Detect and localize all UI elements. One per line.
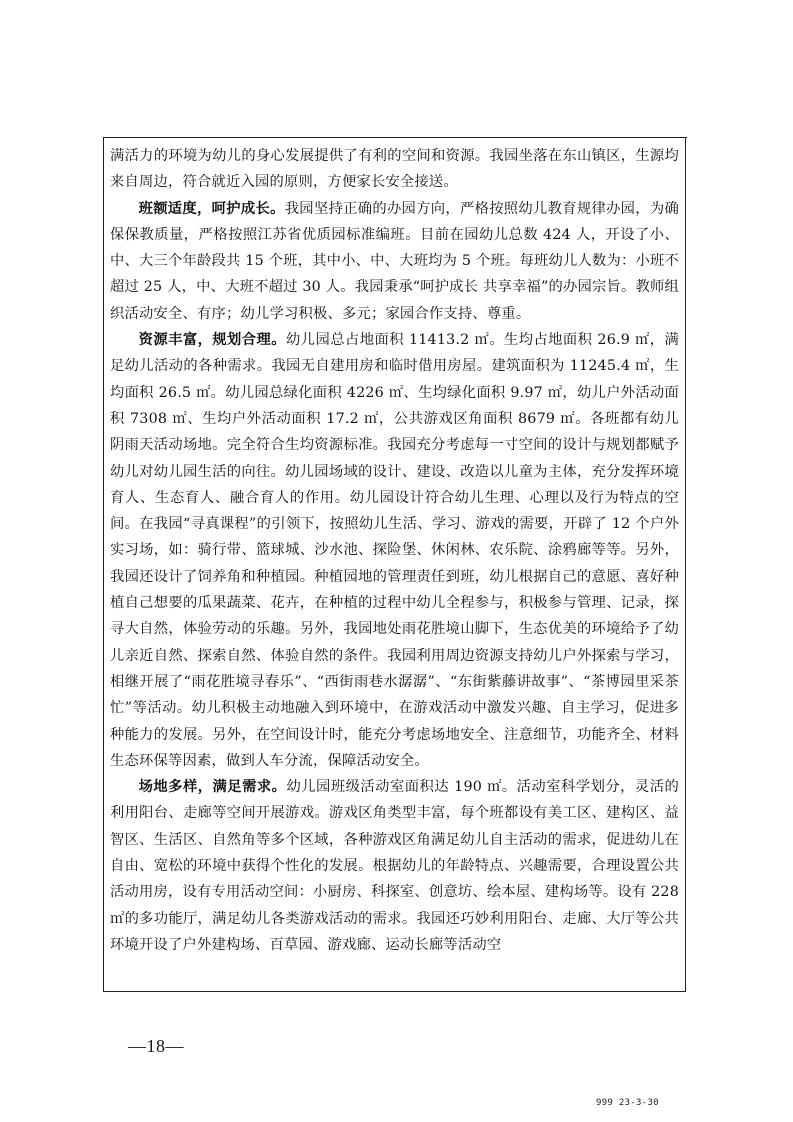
page-number: —18— [128, 1036, 184, 1056]
paragraph-text: 我园坚持正确的办园方向，严格按照幼儿教育规律办园，为确保保教质量，严格按照江苏省优质园标准编班。目前在园幼儿总数 424 人，开设了小、中、大三个年龄段共 15 个班，其中小、中、大班均为 5 个班。每班幼儿人数为：小班不超过 25 人，中、大班不超过 30 人。我园秉承“呵护成长 共享幸福”的办园宗旨。教师组织活动安全、有序；幼儿学习积极、多元；家园合作支持、尊重。 [110, 200, 680, 322]
paragraph-venues [110, 774, 679, 958]
paragraph-class-size [110, 196, 679, 327]
paragraph-lead: 场地多样，满足需求。 [138, 779, 287, 796]
paragraph-text: 幼儿园班级活动室面积达 190 ㎡。活动室科学划分，灵活的利用阳台、走廊等空间开展游戏。游戏区角类型丰富，每个班都设有美工区、建构区、益智区、生活区、自然角等多个区域，各种游戏区角满足幼儿自主活动的需求，促进幼儿在自由、宽松的环境中获得个性化的发展。根据幼儿的年龄特点、兴趣需要，合理设置公共活动用房，设有专用活动空间：小厨房、科探室、创意坊、绘本屋、建构场等。设有 228 ㎡的多功能厅，满足幼儿各类游戏活动的需求。我园还巧妙利用阳台、走廊、大厅等公共环境开设了户外建构场、百草园、游戏廊、运动长廊等活动空 [110, 779, 680, 953]
paragraph-resources [110, 327, 679, 774]
paragraph-lead: 资源丰富，规划合理。 [138, 332, 287, 349]
paragraph-continuation [110, 143, 679, 196]
paragraph-text: 满活力的环境为幼儿的身心发展提供了有利的空间和资源。我园坐落在东山镇区，生源均来自周边，符合就近入园的原则，方便家长安全接送。 [110, 148, 679, 191]
body-text [110, 143, 679, 958]
text-frame [103, 137, 686, 992]
paragraph-lead: 班额适度，呵护成长。 [138, 200, 285, 217]
print-stamp: 999 23-3-30 [596, 1098, 659, 1108]
paragraph-text: 幼儿园总占地面积 11413.2 ㎡。生均占地面积 26.9 ㎡，满足幼儿活动的各种需求。我园无自建用房和临时借用房屋。建筑面积为 11245.4 ㎡，生均面积 26.5 ㎡。幼儿园总绿化面积 4226 ㎡、生均绿化面积 9.97 ㎡，幼儿户外活动面积 7308 ㎡、生均户外活动面积 17.2 ㎡，公共游戏区角面积 8679 ㎡。各班都有幼儿阴雨天活动场地。完全符合生均资源标准。我园充分考虑每一寸空间的设计与规划都赋予幼儿对幼儿园生活的向往。幼儿园场域的设计、建设、改造以儿童为主体，充分发挥环境育人、生态育人、融合育人的作用。幼儿园设计符合幼儿生理、心理以及行为特点的空间。在我园“寻真课程”的引领下，按照幼儿生活、学习、游戏的需要，开辟了 12 个户外实习场，如：骑行带、篮球城、沙水池、探险堡、休闲林、农乐院、涂鸦廊等等。另外，我园还设计了饲养角和种植园。种植园地的管理责任到班，幼儿根据自己的意愿、喜好种植自己想要的瓜果蔬菜、花卉，在种植的过程中幼儿全程参与，积极参与管理、记录，探寻大自然，体验劳动的乐趣。另外，我园地处雨花胜境山脚下，生态优美的环境给予了幼儿亲近自然、探索自然、体验自然的条件。我园利用周边资源支持幼儿户外探索与学习，相继开展了“雨花胜境寻春乐”、“西街雨巷水潺潺”、“东街紫藤讲故事”、“茶博园里采茶忙”等活动。幼儿积极主动地融入到环境中，在游戏活动中激发兴趣、自主学习，促进多种能力的发展。另外，在空间设计时，能充分考虑场地安全、注意细节，功能齐全、材料生态环保等因素，做到人车分流，保障活动安全。 [110, 332, 680, 769]
